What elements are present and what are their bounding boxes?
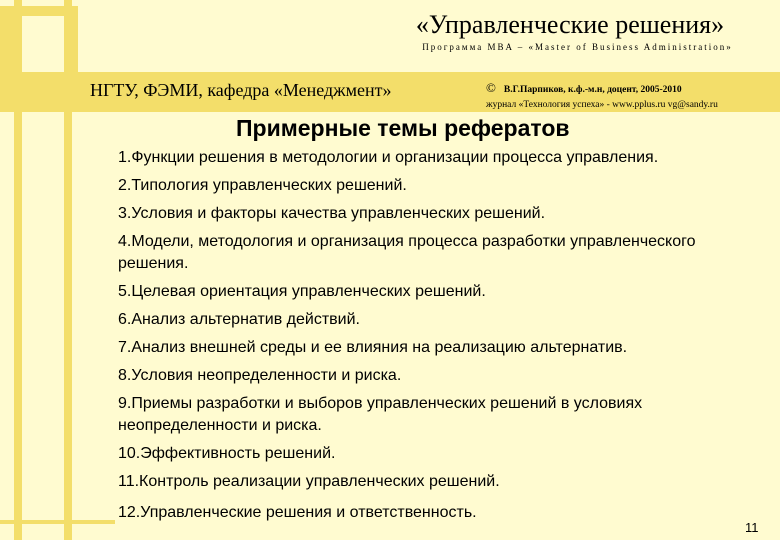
topic-item: 5.Целевая ориентация управленческих решений. (118, 283, 486, 301)
institution-label: НГТУ, ФЭМИ, кафедра «Менеджмент» (90, 80, 392, 100)
topic-item: 1.Функции решения в методологии и организации процесса управления. (118, 149, 659, 166)
topic-item: 6.Анализ альтернатив действий. (118, 311, 360, 329)
page-number: 11 (745, 520, 759, 535)
topic-item: 10.Эффективность решений. (118, 445, 336, 463)
topic-item: 12.Управленческие решения и ответственность. (118, 503, 477, 521)
slide-title: Примерные темы рефератов (236, 115, 570, 141)
presentation-title: «Управленческие решения» (415, 10, 725, 39)
copyright-icon: © (486, 80, 496, 95)
topic-item: 3.Условия и факторы качества управленческих решений. (118, 205, 546, 222)
decorative-bottom-line (0, 520, 115, 524)
topics-list (118, 147, 758, 530)
author-credit (486, 80, 761, 113)
topic-item: 7.Анализ внешней среды и ее влияния на реализацию альтернатив. (118, 339, 628, 357)
program-subtitle: Программа MBA – «Master of Business Administration» (422, 42, 733, 52)
journal-line: журнал «Технология успеха» - www.pplus.ru vg@sandy.ru (486, 100, 718, 110)
author-name: В.Г.Парпиков, к.ф.-м.н, доцент, 2005-2010 (503, 85, 682, 95)
topic-item: 8.Условия неопределенности и риска. (118, 367, 402, 385)
topic-item: 11.Контроль реализации управленческих решений. (118, 473, 500, 491)
author-line (486, 80, 761, 98)
topic-item: 9.Приемы разработки и выборов управленческих решений в условиях неопределенности и риска. (118, 395, 643, 435)
topic-item: 4.Модели, методология и организация процесса разработки управленческого решения. (118, 233, 696, 273)
topic-item: 2.Типология управленческих решений. (118, 177, 407, 194)
